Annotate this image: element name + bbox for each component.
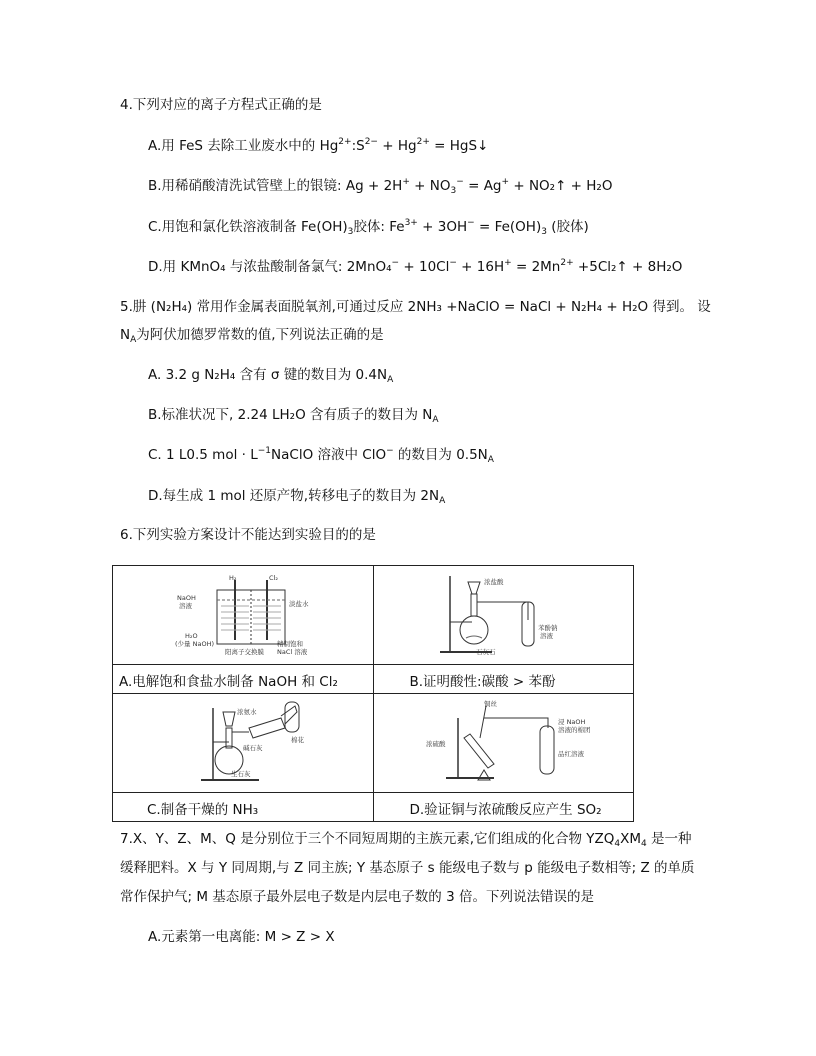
question-4-stem: 4.下列对应的离子方程式正确的是 <box>120 97 322 113</box>
question-4-option-c: C.用饱和氯化铁溶液制备 $Fe(OH)_3$胶体: $Fe^{3+} + 3OH^- = Fe(OH)_3$ (胶体) <box>148 218 589 237</box>
acidity-apparatus-figure <box>432 572 582 660</box>
caption-d: D.验证铜与浓硫酸反应产生 SO₂ <box>409 802 602 818</box>
experiment-table <box>112 565 634 822</box>
question-7-stem-line-3: 常作保护气; M 基态原子最外层电子数是内层电子数的 3 倍。下列说法错误的是 <box>120 889 594 905</box>
figure-a-label-naoh: NaOH <box>177 594 196 602</box>
caption-c: C.制备干燥的 NH₃ <box>147 802 259 818</box>
question-5-option-b: B.标准状况下, 2.24 LH₂O 含有质子的数目为 $N_A$ <box>148 407 439 425</box>
question-7-stem-line-2: 缓释肥料。X 与 Y 同周期,与 Z 同主族; Y 基态原子 s 能级电子数与 p 能级电子数相等; Z 的单质 <box>120 860 695 876</box>
figure-d-cell <box>373 694 634 793</box>
figure-a-label-saturated: 精制饱和 <box>277 640 303 648</box>
caption-a: A.电解饱和食盐水制备 NaOH 和 Cl₂ <box>119 674 338 690</box>
figure-b-label-phenoxide: 苯酚钠 <box>537 624 557 632</box>
electrolysis-apparatus-figure <box>175 574 325 658</box>
question-5-option-a: A. 3.2 g N₂H₄ 含有 σ 键的数目为 $0.4N_A$ <box>148 367 394 385</box>
question-4-option-b: B.用稀硝酸清洗试管壁上的银镜: $Ag + 2H^+ + NO_3^- = Ag^+$ + NO₂↑ + H₂O <box>148 177 613 196</box>
figure-d-label-copper-wire: 铜丝 <box>483 700 497 708</box>
figure-a-label-water: H₂O <box>185 632 198 640</box>
figure-a-label-nacl: NaCl 溶液 <box>277 648 308 656</box>
figure-a-label-trace-naoh: (少量 NaOH) <box>175 640 214 648</box>
figure-d-label-sulfuric: 浓硫酸 <box>425 740 445 748</box>
question-7-stem-line-1: 7.X、Y、Z、M、Q 是分别位于三个不同短周期的主族元素,它们组成的化合物 $YZQ_4XM_4$ 是一种 <box>120 831 692 849</box>
figure-b-label-solution: 溶液 <box>539 632 553 640</box>
figure-c-cell <box>113 694 374 793</box>
question-7-option-a: A.元素第一电离能: M > Z > X <box>148 929 335 945</box>
figure-d-label-cotton-ball: 溶液的棉团 <box>557 726 590 734</box>
caption-b-cell <box>373 665 634 694</box>
figure-c-label-ammonia: 浓氨水 <box>237 708 257 716</box>
figure-a-label-cl2: Cl₂ <box>269 574 278 582</box>
figure-a-label-membrane: 阳离子交换膜 <box>225 648 264 656</box>
figure-b-label-limestone: 石灰石 <box>475 648 495 656</box>
caption-a-cell <box>113 665 374 694</box>
question-6-stem: 6.下列实验方案设计不能达到实验目的的是 <box>120 527 376 543</box>
figure-a-label-h2: H₂ <box>229 574 237 582</box>
figure-a-label-solution: 溶液 <box>179 602 192 610</box>
question-5-option-d: D.每生成 1 mol 还原产物,转移电子的数目为 $2N_A$ <box>148 488 446 506</box>
caption-d-cell <box>373 793 634 822</box>
question-5-stem-line-1: 5.肼 (N₂H₄) 常用作金属表面脱氧剂,可通过反应 2NH₃ +NaClO = NaCl + N₂H₄ + H₂O 得到。 设 <box>120 299 711 315</box>
figure-a-cell <box>113 566 374 665</box>
question-4-option-a: A.用 FeS 去除工业废水中的 $Hg^{2+}:S^{2-} + Hg^{2+}$ = HgS↓ <box>148 137 489 154</box>
caption-b: B.证明酸性:碳酸 > 苯酚 <box>409 674 556 690</box>
ammonia-apparatus-figure <box>173 698 323 788</box>
copper-sulfuric-apparatus-figure <box>424 698 594 788</box>
figure-d-label-naoh-soaked: 浸 NaOH <box>557 718 585 726</box>
figure-c-label-quicklime: 生石灰 <box>231 770 251 778</box>
figure-b-cell <box>373 566 634 665</box>
figure-c-label-soda-lime: 碱石灰 <box>243 744 263 752</box>
caption-c-cell <box>113 793 374 822</box>
question-5-stem-line-2: $N_A$为阿伏加德罗常数的值,下列说法正确的是 <box>120 327 384 345</box>
figure-b-label-hcl: 浓盐酸 <box>483 578 503 586</box>
figure-d-label-fuchsin: 品红溶液 <box>557 750 584 758</box>
question-5-option-c: C. 1 L0.5 mol · $L^{-1}NaClO$ 溶液中 ClO− 的数目为 $0.5N_A$ <box>148 446 494 465</box>
question-4-option-d: D.用 KMnO₄ 与浓盐酸制备氯气: $2MnO_4^- + 10Cl^- + 16H^+ = 2Mn^{2+}$ +5Cl₂↑ + 8H₂O <box>148 258 683 275</box>
figure-a-label-dilute-brine: 淡盐水 <box>289 600 309 608</box>
figure-c-label-cotton: 棉花 <box>291 736 304 744</box>
